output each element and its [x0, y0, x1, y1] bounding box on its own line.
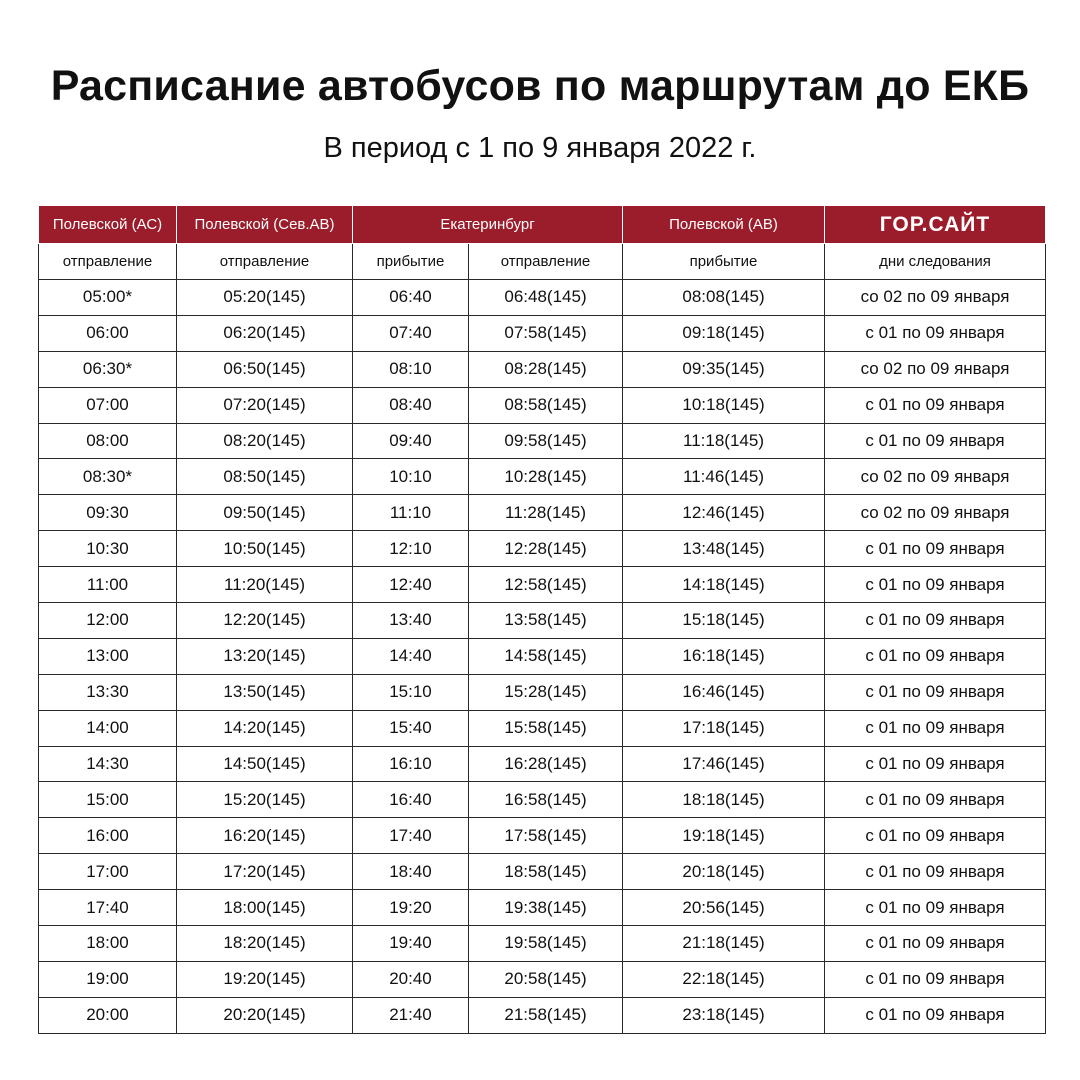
- table-cell: 20:00: [39, 997, 177, 1033]
- table-cell: 14:00: [39, 710, 177, 746]
- table-row: [39, 961, 1046, 997]
- table-cell: 15:10: [353, 674, 469, 710]
- table-cell: 15:58(145): [469, 710, 623, 746]
- table-cell: 11:20(145): [177, 567, 353, 603]
- table-cell: с 01 по 09 января: [825, 387, 1046, 423]
- table-cell: 20:56(145): [623, 890, 825, 926]
- table-cell: 12:58(145): [469, 567, 623, 603]
- header-polevskoy-sev-av: Полевской (Сев.АВ): [177, 206, 353, 244]
- table-cell: 11:46(145): [623, 459, 825, 495]
- table-cell: 08:40: [353, 387, 469, 423]
- table-cell: 10:50(145): [177, 531, 353, 567]
- table-cell: 20:40: [353, 961, 469, 997]
- table-cell: 19:18(145): [623, 818, 825, 854]
- table-cell: 17:40: [39, 890, 177, 926]
- table-cell: с 01 по 09 января: [825, 818, 1046, 854]
- table-cell: 09:58(145): [469, 423, 623, 459]
- table-cell: 21:40: [353, 997, 469, 1033]
- table-cell: 15:28(145): [469, 674, 623, 710]
- table-cell: 19:20(145): [177, 961, 353, 997]
- table-cell: 13:30: [39, 674, 177, 710]
- table-cell: 09:50(145): [177, 495, 353, 531]
- table-cell: 13:00: [39, 638, 177, 674]
- table-cell: 16:28(145): [469, 746, 623, 782]
- table-cell: 16:00: [39, 818, 177, 854]
- table-row: [39, 890, 1046, 926]
- table-cell: 12:40: [353, 567, 469, 603]
- table-cell: 06:00: [39, 315, 177, 351]
- table-cell: 10:10: [353, 459, 469, 495]
- table-row: [39, 997, 1046, 1033]
- table-cell: с 01 по 09 января: [825, 531, 1046, 567]
- table-cell: 08:28(145): [469, 351, 623, 387]
- header-ekaterinburg: Екатеринбург: [353, 206, 623, 244]
- table-cell: 14:40: [353, 638, 469, 674]
- table-cell: 16:40: [353, 782, 469, 818]
- bus-schedule-table: [38, 205, 1046, 1034]
- table-cell: 21:18(145): [623, 926, 825, 962]
- table-cell: 07:58(145): [469, 315, 623, 351]
- table-cell: 09:30: [39, 495, 177, 531]
- table-cell: с 01 по 09 января: [825, 782, 1046, 818]
- table-body: [39, 280, 1046, 1034]
- table-row: [39, 315, 1046, 351]
- table-cell: 14:18(145): [623, 567, 825, 603]
- table-row: [39, 746, 1046, 782]
- table-cell: с 01 по 09 января: [825, 638, 1046, 674]
- table-row: [39, 818, 1046, 854]
- table-row: [39, 387, 1046, 423]
- table-cell: 12:00: [39, 603, 177, 639]
- table-cell: 06:50(145): [177, 351, 353, 387]
- table-row: [39, 567, 1046, 603]
- table-cell: с 01 по 09 января: [825, 315, 1046, 351]
- subheader-cell: прибытие: [623, 244, 825, 280]
- table-row: [39, 495, 1046, 531]
- table-cell: 14:30: [39, 746, 177, 782]
- header-polevskoy-av: Полевской (АВ): [623, 206, 825, 244]
- table-cell: с 01 по 09 января: [825, 997, 1046, 1033]
- table-cell: 16:58(145): [469, 782, 623, 818]
- table-cell: 19:00: [39, 961, 177, 997]
- table-row: [39, 638, 1046, 674]
- table-cell: 17:20(145): [177, 854, 353, 890]
- table-cell: 18:20(145): [177, 926, 353, 962]
- table-cell: 18:40: [353, 854, 469, 890]
- table-cell: 06:30*: [39, 351, 177, 387]
- table-cell: 10:28(145): [469, 459, 623, 495]
- table-cell: 15:40: [353, 710, 469, 746]
- table-row: [39, 351, 1046, 387]
- table-cell: 10:30: [39, 531, 177, 567]
- table-cell: с 01 по 09 января: [825, 746, 1046, 782]
- table-cell: 09:18(145): [623, 315, 825, 351]
- table-row: [39, 710, 1046, 746]
- table-cell: 17:58(145): [469, 818, 623, 854]
- header-polevskoy-as: Полевской (АС): [39, 206, 177, 244]
- table-cell: 08:30*: [39, 459, 177, 495]
- subheader-cell: отправление: [469, 244, 623, 280]
- table-cell: с 01 по 09 января: [825, 674, 1046, 710]
- table-cell: 14:20(145): [177, 710, 353, 746]
- table-cell: 20:20(145): [177, 997, 353, 1033]
- table-cell: 13:40: [353, 603, 469, 639]
- table-cell: 07:20(145): [177, 387, 353, 423]
- table-cell: 20:18(145): [623, 854, 825, 890]
- table-cell: 12:10: [353, 531, 469, 567]
- table-row: [39, 531, 1046, 567]
- table-cell: 14:50(145): [177, 746, 353, 782]
- table-cell: 08:58(145): [469, 387, 623, 423]
- table-cell: 18:00: [39, 926, 177, 962]
- page-title: Расписание автобусов по маршрутам до ЕКБ: [50, 62, 1030, 110]
- table-cell: 07:40: [353, 315, 469, 351]
- table-cell: 12:46(145): [623, 495, 825, 531]
- table-cell: 05:00*: [39, 280, 177, 316]
- table-cell: 05:20(145): [177, 280, 353, 316]
- table-subheader-row: [39, 244, 1046, 280]
- table-cell: 15:20(145): [177, 782, 353, 818]
- table-cell: 11:18(145): [623, 423, 825, 459]
- table-cell: 17:18(145): [623, 710, 825, 746]
- table-cell: 15:18(145): [623, 603, 825, 639]
- subheader-cell: отправление: [177, 244, 353, 280]
- table-row: [39, 782, 1046, 818]
- table-cell: 11:00: [39, 567, 177, 603]
- table-cell: с 01 по 09 января: [825, 961, 1046, 997]
- table-cell: 08:20(145): [177, 423, 353, 459]
- table-cell: 17:00: [39, 854, 177, 890]
- page-subtitle: В период с 1 по 9 января 2022 г.: [323, 132, 757, 164]
- table-cell: 19:38(145): [469, 890, 623, 926]
- table-cell: с 01 по 09 января: [825, 890, 1046, 926]
- subheader-cell: отправление: [39, 244, 177, 280]
- table-cell: со 02 по 09 января: [825, 459, 1046, 495]
- brand-logo: ГОР.САЙТ: [825, 206, 1046, 244]
- table-row: [39, 459, 1046, 495]
- table-cell: 18:18(145): [623, 782, 825, 818]
- table-cell: со 02 по 09 января: [825, 280, 1046, 316]
- subheader-cell: дни следования: [825, 244, 1046, 280]
- table-cell: 16:46(145): [623, 674, 825, 710]
- table-cell: 22:18(145): [623, 961, 825, 997]
- table-cell: 14:58(145): [469, 638, 623, 674]
- table-cell: 15:00: [39, 782, 177, 818]
- table-cell: 13:20(145): [177, 638, 353, 674]
- table-cell: 11:10: [353, 495, 469, 531]
- table-cell: 13:58(145): [469, 603, 623, 639]
- table-header-row: [39, 206, 1046, 244]
- table-cell: 19:20: [353, 890, 469, 926]
- table-row: [39, 674, 1046, 710]
- table-row: [39, 280, 1046, 316]
- table-cell: 16:10: [353, 746, 469, 782]
- table-cell: 12:20(145): [177, 603, 353, 639]
- table-cell: 19:40: [353, 926, 469, 962]
- table-cell: 07:00: [39, 387, 177, 423]
- table-cell: 08:00: [39, 423, 177, 459]
- table-cell: с 01 по 09 января: [825, 926, 1046, 962]
- table-cell: 13:50(145): [177, 674, 353, 710]
- table-cell: 17:40: [353, 818, 469, 854]
- table-cell: 19:58(145): [469, 926, 623, 962]
- table-cell: 12:28(145): [469, 531, 623, 567]
- subheader-cell: прибытие: [353, 244, 469, 280]
- table-cell: 18:58(145): [469, 854, 623, 890]
- table-cell: со 02 по 09 января: [825, 495, 1046, 531]
- table-cell: 09:35(145): [623, 351, 825, 387]
- table-cell: 23:18(145): [623, 997, 825, 1033]
- table-cell: 08:08(145): [623, 280, 825, 316]
- table-row: [39, 603, 1046, 639]
- table-cell: 21:58(145): [469, 997, 623, 1033]
- table-cell: 06:40: [353, 280, 469, 316]
- table-row: [39, 926, 1046, 962]
- table-cell: с 01 по 09 января: [825, 423, 1046, 459]
- table-cell: 06:20(145): [177, 315, 353, 351]
- table-cell: со 02 по 09 января: [825, 351, 1046, 387]
- table-cell: 11:28(145): [469, 495, 623, 531]
- table-cell: 20:58(145): [469, 961, 623, 997]
- table-row: [39, 854, 1046, 890]
- table-row: [39, 423, 1046, 459]
- table-cell: 18:00(145): [177, 890, 353, 926]
- table-cell: с 01 по 09 января: [825, 710, 1046, 746]
- table-cell: 17:46(145): [623, 746, 825, 782]
- table-cell: 06:48(145): [469, 280, 623, 316]
- table-cell: с 01 по 09 января: [825, 603, 1046, 639]
- table-cell: 08:50(145): [177, 459, 353, 495]
- table-cell: 16:20(145): [177, 818, 353, 854]
- table-cell: 10:18(145): [623, 387, 825, 423]
- table-cell: с 01 по 09 января: [825, 567, 1046, 603]
- table-cell: 13:48(145): [623, 531, 825, 567]
- table-cell: 09:40: [353, 423, 469, 459]
- table-cell: с 01 по 09 января: [825, 854, 1046, 890]
- table-cell: 08:10: [353, 351, 469, 387]
- table-cell: 16:18(145): [623, 638, 825, 674]
